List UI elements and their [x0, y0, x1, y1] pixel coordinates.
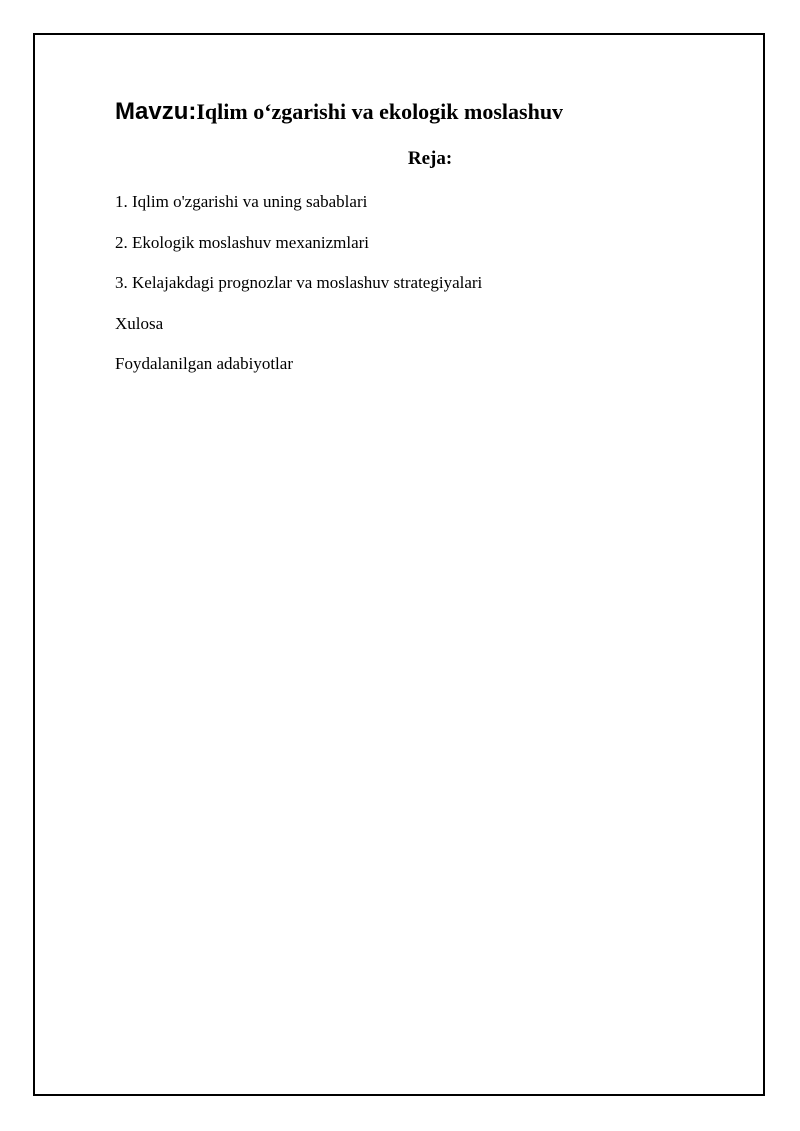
title-topic: Iqlim o‘zgarishi va ekologik moslashuv: [196, 99, 564, 124]
toc-item-causes: 1. Iqlim o'zgarishi va uning sabablari: [115, 192, 368, 211]
toc-item-strategies: 3. Kelajakdagi prognozlar va moslashuv strategiyalari: [115, 273, 483, 292]
toc-item-references: Foydalanilgan adabiyotlar: [115, 354, 293, 373]
document-title: [115, 98, 563, 127]
plan-heading: Reja:: [407, 148, 453, 169]
toc-item-mechanisms: 2. Ekologik moslashuv mexanizmlari: [115, 233, 370, 252]
title-prefix: Mavzu:: [115, 98, 197, 125]
toc-item-conclusion: Xulosa: [115, 314, 164, 333]
